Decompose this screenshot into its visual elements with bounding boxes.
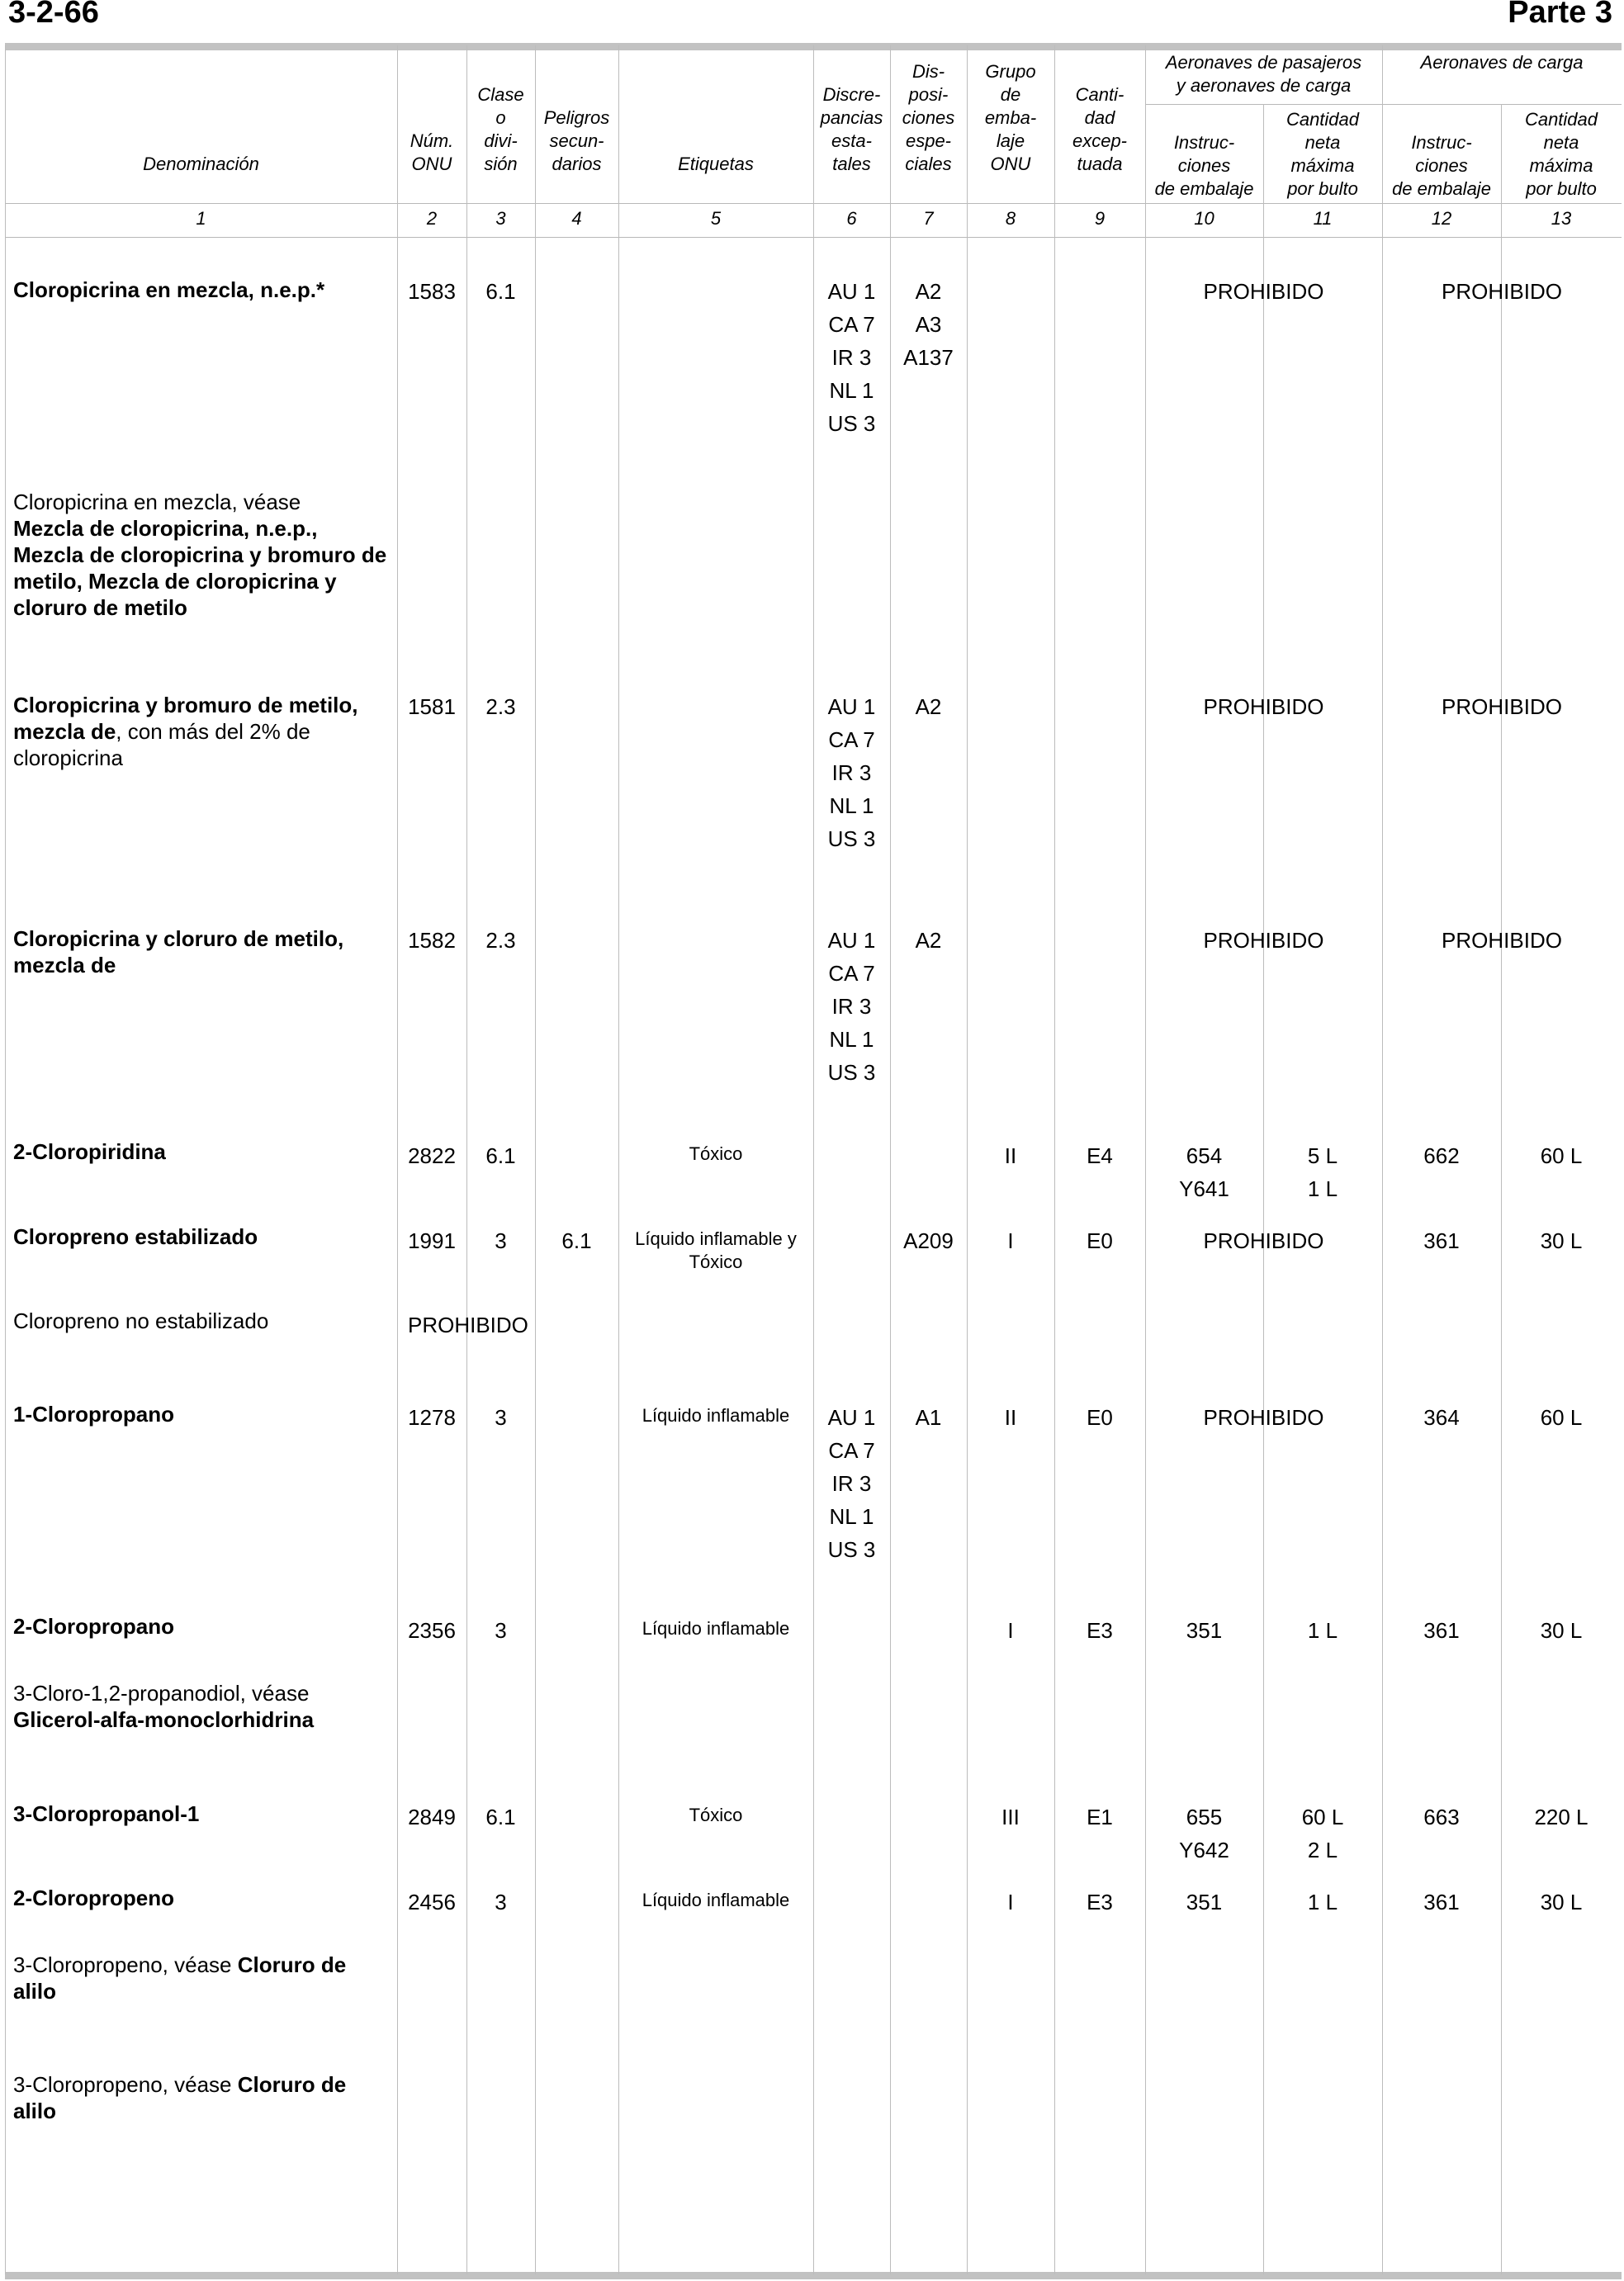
packing-instruction-passenger: 351 — [1186, 1618, 1223, 1643]
excepted-quantity: E3 — [1087, 1890, 1113, 1914]
packing-group: I — [1007, 1890, 1014, 1914]
label-text: Líquido inflamable — [642, 1890, 790, 1910]
header-etiquetas: Etiquetas — [678, 154, 754, 174]
max-net-qty-cargo: 60 L — [1540, 1405, 1583, 1430]
substance-name: 3-Cloropropeno, véase Cloruro de alilo — [13, 1952, 347, 2004]
packing-instruction-passenger: 655 Y642 — [1179, 1805, 1229, 1862]
excepted-quantity: E0 — [1087, 1405, 1113, 1430]
header-cantidad-exceptuada: Canti- dad excep- tuada — [1072, 84, 1128, 174]
column-number: 4 — [571, 208, 582, 229]
header-disposiciones: Dis- posi- ciones espe- ciales — [902, 61, 955, 174]
forbidden-passenger: PROHIBIDO — [1203, 1405, 1324, 1430]
excepted-quantity: E4 — [1087, 1143, 1113, 1168]
un-number: 2849 — [408, 1805, 456, 1829]
max-net-qty-passenger: 1 L — [1307, 1618, 1338, 1643]
packing-instruction-cargo: 663 — [1423, 1805, 1460, 1829]
forbidden-passenger: PROHIBIDO — [1203, 694, 1324, 719]
substance-name: Cloropicrina y bromuro de metilo, mezcla de, con más del 2% de cloropicrina — [13, 693, 358, 770]
label-text: Líquido inflamable — [642, 1405, 790, 1426]
forbidden-passenger: PROHIBIDO — [1203, 928, 1324, 953]
substance-name: Cloropreno no estabilizado — [13, 1308, 269, 1333]
un-number: 2456 — [408, 1890, 456, 1914]
header-group-pasajeros: Aeronaves de pasajeros y aeronaves de carga — [1165, 52, 1362, 96]
secondary-hazard: 6.1 — [561, 1228, 592, 1253]
label-text: Tóxico — [689, 1143, 743, 1164]
class-division: 2.3 — [485, 928, 516, 953]
max-net-qty-cargo: 220 L — [1534, 1805, 1588, 1829]
class-division: 3 — [495, 1228, 507, 1253]
label-text: Líquido inflamable y Tóxico — [635, 1228, 797, 1272]
substance-name: Cloropreno estabilizado — [13, 1224, 258, 1249]
class-division: 3 — [495, 1618, 507, 1643]
column-number: 9 — [1094, 208, 1106, 229]
state-discrepancies: AU 1 CA 7 IR 3 NL 1 US 3 — [827, 279, 876, 436]
label-text: Líquido inflamable — [642, 1618, 790, 1639]
packing-instruction-cargo: 662 — [1423, 1143, 1460, 1168]
packing-instruction-cargo: 361 — [1423, 1890, 1460, 1914]
un-number: 1581 — [408, 694, 456, 719]
substance-name: 3-Cloropropeno, véase Cloruro de alilo — [13, 2072, 347, 2123]
substance-name: 3-Cloropropanol-1 — [13, 1801, 200, 1826]
column-number: 6 — [846, 208, 857, 229]
forbidden-transport: PROHIBIDO — [408, 1313, 528, 1337]
excepted-quantity: E3 — [1087, 1618, 1113, 1643]
class-division: 2.3 — [485, 694, 516, 719]
header-clase: Clase o divi- sión — [477, 84, 524, 174]
class-division: 3 — [495, 1890, 507, 1914]
packing-group: II — [1004, 1143, 1017, 1168]
col-line — [535, 45, 536, 2274]
col-line — [890, 45, 891, 2274]
max-net-qty-cargo: 60 L — [1540, 1143, 1583, 1168]
packing-group: III — [1001, 1805, 1020, 1829]
max-net-qty-passenger: 1 L — [1307, 1890, 1338, 1914]
column-number: 13 — [1551, 208, 1572, 229]
max-net-qty-passenger: 60 L 2 L — [1301, 1805, 1344, 1862]
un-number: 2356 — [408, 1618, 456, 1643]
substance-name: 2-Cloropropano — [13, 1614, 174, 1639]
packing-group: I — [1007, 1618, 1014, 1643]
un-number: 1991 — [408, 1228, 456, 1253]
column-number: 8 — [1005, 208, 1016, 229]
page-id: 3-2-66 — [8, 0, 99, 30]
substance-name: 2-Cloropropeno — [13, 1886, 174, 1910]
packing-group: I — [1007, 1228, 1014, 1253]
special-provisions: A2 — [915, 928, 942, 953]
class-division: 6.1 — [485, 1143, 516, 1168]
packing-instruction-passenger: 351 — [1186, 1890, 1223, 1914]
header-discrepancias: Discre- pancias esta- tales — [820, 84, 883, 174]
state-discrepancies: AU 1 CA 7 IR 3 NL 1 US 3 — [827, 694, 876, 851]
un-number: 1278 — [408, 1405, 456, 1430]
substance-name: Cloropicrina en mezcla, n.e.p.* — [13, 277, 325, 302]
state-discrepancies: AU 1 CA 7 IR 3 NL 1 US 3 — [827, 928, 876, 1085]
packing-instruction-cargo: 364 — [1423, 1405, 1460, 1430]
un-number: 2822 — [408, 1143, 456, 1168]
header-peligros: Peligros secun- darios — [543, 107, 610, 174]
header-cantidad-carga: Cantidad neta máxima por bulto — [1524, 109, 1598, 199]
column-number: 10 — [1194, 208, 1214, 229]
excepted-quantity: E1 — [1087, 1805, 1113, 1829]
packing-instruction-cargo: 361 — [1423, 1228, 1460, 1253]
special-provisions: A2 A3 A137 — [903, 279, 954, 370]
special-provisions: A1 — [915, 1405, 942, 1430]
header-cantidad-pasajeros: Cantidad neta máxima por bulto — [1285, 109, 1360, 199]
max-net-qty-cargo: 30 L — [1540, 1618, 1583, 1643]
class-division: 3 — [495, 1405, 507, 1430]
packing-instruction-cargo: 361 — [1423, 1618, 1460, 1643]
un-number: 1582 — [408, 928, 456, 953]
substance-name: Cloropicrina y cloruro de metilo, mezcla de — [13, 926, 344, 977]
forbidden-passenger: PROHIBIDO — [1203, 279, 1324, 304]
col-line — [1501, 104, 1502, 2274]
packing-instruction-passenger: 654 Y641 — [1179, 1143, 1229, 1201]
forbidden-cargo: PROHIBIDO — [1442, 928, 1562, 953]
column-number: 11 — [1313, 208, 1333, 229]
forbidden-cargo: PROHIBIDO — [1442, 279, 1562, 304]
substance-name: 2-Cloropiridina — [13, 1139, 166, 1164]
column-number: 1 — [196, 208, 206, 229]
substance-name: Cloropicrina en mezcla, véase Mezcla de cloropicrina, n.e.p., Mezcla de cloropicrina y bromuro de metilo, Mezcla de cloropicrina y cloruro de metilo — [13, 490, 387, 620]
group-header-rule — [1145, 104, 1622, 105]
header-group-carga: Aeronaves de carga — [1420, 52, 1584, 73]
excepted-quantity: E0 — [1087, 1228, 1113, 1253]
max-net-qty-passenger: 5 L 1 L — [1307, 1143, 1338, 1201]
column-number: 12 — [1431, 208, 1452, 229]
column-number: 7 — [923, 208, 934, 229]
un-number: 1583 — [408, 279, 456, 304]
header-instrucciones-pasajeros: Instruc- ciones de embalaje — [1154, 132, 1254, 199]
part-title: Parte 3 — [1508, 0, 1612, 30]
max-net-qty-cargo: 30 L — [1540, 1890, 1583, 1914]
col-line — [5, 45, 6, 2274]
header-instrucciones-carga: Instruc- ciones de embalaje — [1392, 132, 1491, 199]
label-text: Tóxico — [689, 1805, 743, 1825]
header-denominacion: Denominación — [143, 154, 259, 174]
class-division: 6.1 — [485, 279, 516, 304]
special-provisions: A2 — [915, 694, 942, 719]
state-discrepancies: AU 1 CA 7 IR 3 NL 1 US 3 — [827, 1405, 876, 1562]
header-num-onu: Núm. ONU — [410, 130, 454, 174]
column-number: 3 — [495, 208, 506, 229]
packing-group: II — [1004, 1405, 1017, 1430]
max-net-qty-cargo: 30 L — [1540, 1228, 1583, 1253]
substance-name: 3-Cloro-1,2-propanodiol, véase Glicerol-alfa-monoclorhidrina — [13, 1681, 315, 1732]
forbidden-passenger: PROHIBIDO — [1203, 1228, 1324, 1253]
forbidden-cargo: PROHIBIDO — [1442, 694, 1562, 719]
class-division: 6.1 — [485, 1805, 516, 1829]
column-number: 2 — [426, 208, 438, 229]
substance-name: 1-Cloropropano — [13, 1402, 174, 1427]
column-number: 5 — [710, 208, 722, 229]
header-grupo-embalaje: Grupo de emba- laje ONU — [984, 61, 1037, 174]
special-provisions: A209 — [903, 1228, 954, 1253]
